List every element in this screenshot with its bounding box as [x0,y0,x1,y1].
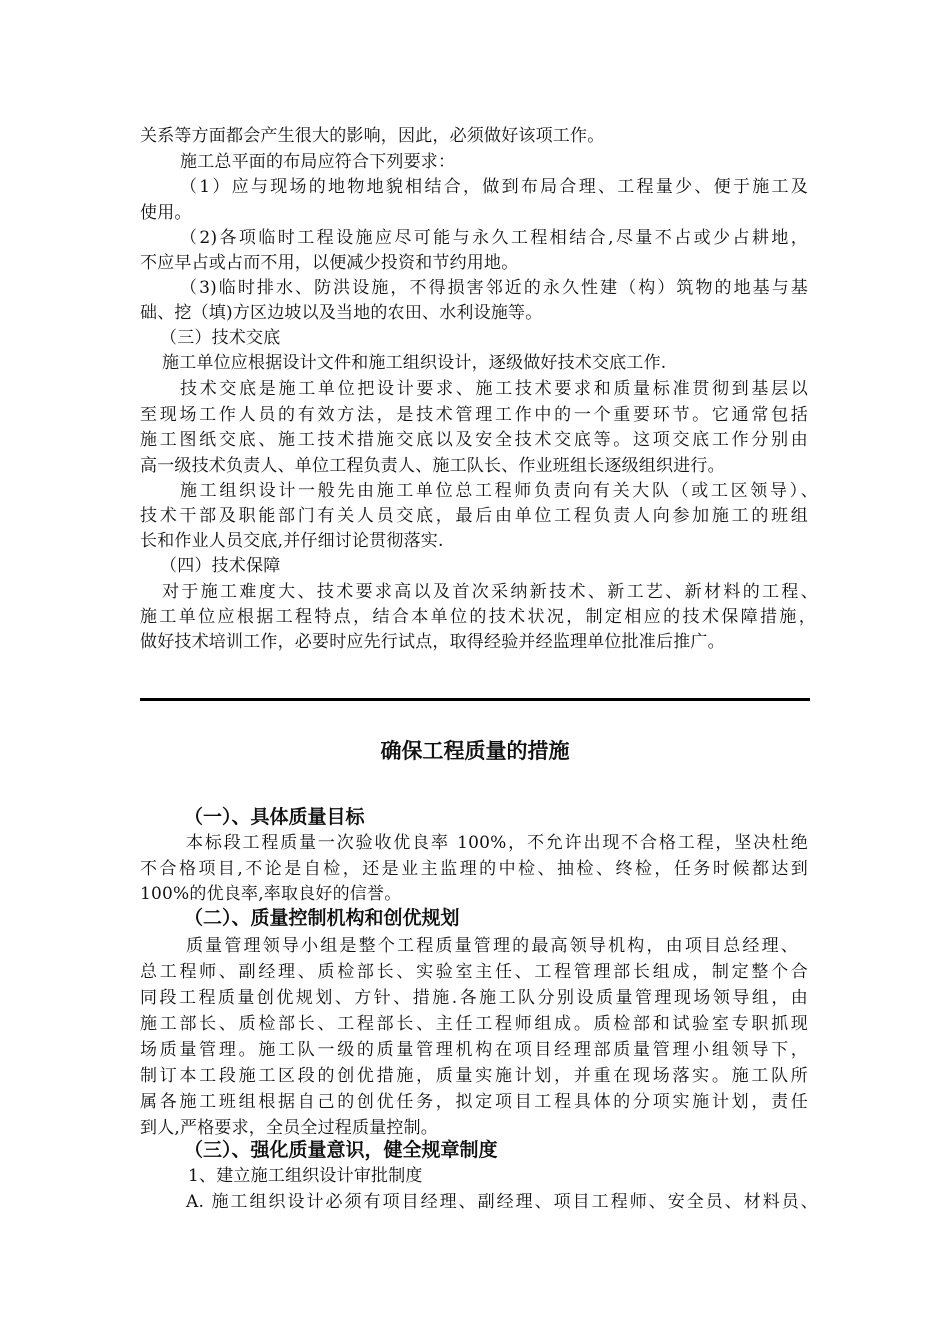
paragraph-line: 施工组织设计一般先由施工单位总工程师负责向有关大队（或工区领导）、 [180,481,818,501]
paragraph-line: 场质量管理。施工队一级的质量管理机构在项目经理部质量管理小组领导下， [140,1040,808,1060]
paragraph-line: 技术干部及职能部门有关人员交底，最后由单位工程负责人向参加施工的班组 [140,506,808,526]
paragraph-line: 1、建立施工组织设计审批制度 [188,1166,423,1186]
paragraph-line: 总工程师、副经理、质检部长、实验室主任、工程管理部长组成，制定整个合 [140,962,808,982]
paragraph-line: 做好技术培训工作，必要时应先行试点，取得经验并经监理单位批准后推广。 [140,632,725,652]
paragraph-line: 本标段工程质量一次验收优良率 100%，不允许出现不合格工程，坚决杜绝 [186,833,808,853]
section-title: 确保工程质量的措施 [380,739,570,763]
paragraph-line: （3)临时排水、防洪设施，不得损害邻近的永久性建（构）筑物的地基与基 [180,278,808,298]
paragraph-line: 至现场工作人员的有效方法，是技术管理工作中的一个重要环节。它通常包括 [140,405,808,425]
paragraph-line: 础、挖（填)方区边坡以及当地的农田、水利设施等。 [140,303,543,323]
paragraph-line: 同段工程质量创优规划、方针、措施.各施工队分别设质量管理现场领导组，由 [140,988,808,1008]
paragraph-line: （2)各项临时工程设施应尽可能与永久工程相结合,尽量不占或少占耕地， [180,228,808,248]
paragraph-line: 使用。 [140,203,192,223]
paragraph-line: 属各施工班组根据自己的创优任务，拟定项目工程具体的分项实施计划，责任 [140,1092,808,1112]
paragraph-line: （1）应与现场的地物地貌相结合，做到布局合理、工程量少、便于施工及 [180,177,808,197]
subsection-heading: （三）技术交底 [160,328,281,348]
paragraph-line: 施工单位应根据设计文件和施工组织设计，逐级做好技术交底工作. [162,353,667,373]
paragraph-line: 不应早占或占而不用，以便减少投资和节约用地。 [140,253,519,273]
subsection-heading: （四）技术保障 [160,556,281,576]
paragraph-line: 不合格项目,不论是自检，还是业主监理的中检、抽检、终检，任务时候都达到 [140,859,808,879]
paragraph-line: 施工总平面的布局应符合下列要求： [180,152,456,172]
horizontal-rule [140,698,810,701]
paragraph-line: 高一级技术负责人、单位工程负责人、施工队长、作业班组长逐级组织进行。 [140,456,725,476]
paragraph-line: 对于施工难度大、技术要求高以及首次采纳新技术、新工艺、新材料的工程、 [162,582,818,602]
paragraph-line: 制订本工段施工区段的创优措施，质量实施计划，并重在现场落实。施工队所 [140,1066,808,1086]
heading-quality-target: （一）、具体质量目标 [184,806,365,828]
paragraph-line: 质量管理领导小组是整个工程质量管理的最高领导机构，由项目总经理、 [186,936,798,956]
heading-quality-control: （二）、质量控制机构和创优规划 [184,907,460,929]
heading-quality-awareness: （三）、强化质量意识，健全规章制度 [184,1139,498,1161]
paragraph-line: 100%的优良率,率取良好的信誉。 [140,884,402,904]
paragraph-line: 技术交底是施工单位把设计要求、施工技术要求和质量标准贯彻到基层以 [180,379,808,399]
paragraph-line: A. 施工组织设计必须有项目经理、副经理、项目工程师、安全员、材料员、 [186,1192,818,1212]
paragraph-line: 施工图纸交底、施工技术措施交底以及安全技术交底等。这项交底工作分别由 [140,430,808,450]
paragraph-line: 长和作业人员交底,并仔细讨论贯彻落实. [140,531,444,551]
paragraph-line: 到人,严格要求，全员全过程质量控制。 [140,1118,439,1138]
paragraph-line: 施工部长、质检部长、工程部长、主任工程师组成。质检部和试验室专职抓现 [140,1014,808,1034]
paragraph-line: 施工单位应根据工程特点，结合本单位的技术状况，制定相应的技术保障措施， [140,607,816,627]
paragraph-line: 关系等方面都会产生很大的影响，因此，必须做好该项工作。 [140,126,605,146]
